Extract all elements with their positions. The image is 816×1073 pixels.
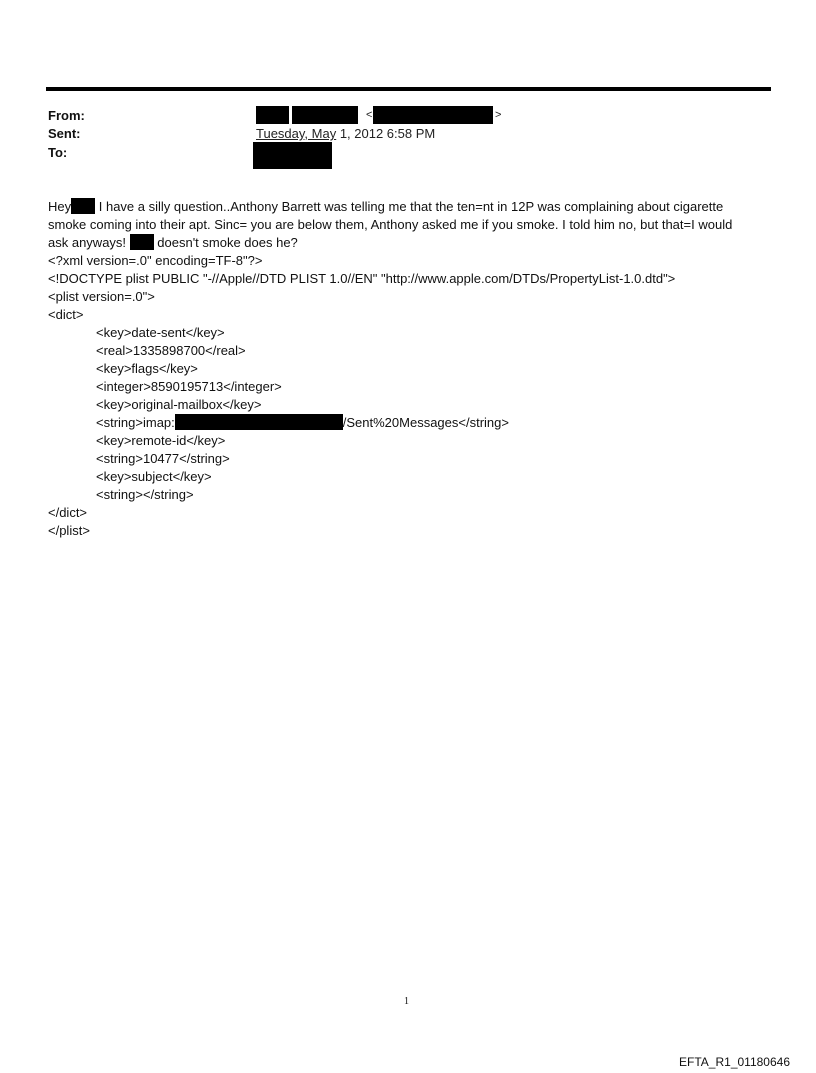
- plist-close: </plist>: [48, 523, 90, 538]
- key-subject: <key>subject</key>: [96, 469, 212, 484]
- key-flags: <key>flags</key>: [96, 361, 198, 376]
- greeting: Hey: [48, 199, 72, 214]
- document-id: EFTA_R1_01180646: [679, 1055, 790, 1069]
- dict-close: </dict>: [48, 505, 88, 520]
- greeting-redaction: [71, 198, 95, 214]
- body-line-3a: ask anyways!: [48, 235, 130, 250]
- string-remote-id: <string>10477</string>: [96, 451, 230, 466]
- key-remote-id: <key>remote-id</key>: [96, 433, 226, 448]
- real-value: <real>1335898700</real>: [96, 343, 246, 358]
- to-label: To:: [48, 145, 68, 160]
- body-line-3b: doesn't smoke does he?: [153, 235, 298, 250]
- body-line-2: smoke coming into their apt. Sinc= you are below them, Anthony asked me if you smoke. I told him no, but that=I would: [48, 217, 733, 232]
- key-original-mailbox: <key>original-mailbox</key>: [96, 397, 262, 412]
- sent-value: [256, 126, 435, 141]
- body-line-3: [48, 234, 298, 252]
- to-redaction: [253, 142, 332, 169]
- sent-value-underlined: Tuesday, May: [256, 126, 337, 141]
- sent-value-rest: 1, 2012 6:58 PM: [336, 126, 436, 141]
- imap-suffix: /Sent%20Messages</string>: [342, 415, 509, 430]
- page-number: 1: [404, 996, 409, 1007]
- integer-value: <integer>8590195713</integer>: [96, 379, 282, 394]
- header-rule: [46, 87, 771, 91]
- xml-declaration: <?xml version=.0" encoding=TF-8"?>: [48, 253, 263, 268]
- from-lt: <: [366, 109, 373, 121]
- string-imap: [96, 414, 509, 432]
- body-line-1: [48, 198, 723, 216]
- imap-prefix: <string>imap:: [96, 415, 175, 430]
- imap-redaction: [175, 414, 343, 430]
- doctype-line: <!DOCTYPE plist PUBLIC "-//Apple//DTD PLIST 1.0//EN" "http://www.apple.com/DTDs/PropertyList-1.0.dtd">: [48, 271, 676, 286]
- name-redaction: [130, 234, 154, 250]
- key-date-sent: <key>date-sent</key>: [96, 325, 225, 340]
- body-line-1-text: I have a silly question..Anthony Barrett was telling me that the ten=nt in 12P was complaining about cigarette: [95, 199, 724, 214]
- dict-open: <dict>: [48, 307, 84, 322]
- from-redaction-email: [373, 106, 493, 124]
- from-gt: >: [495, 109, 502, 121]
- from-redaction-last: [292, 106, 358, 124]
- from-redaction-first: [256, 106, 289, 124]
- sent-label: Sent:: [48, 126, 81, 141]
- plist-open: <plist version=.0">: [48, 289, 155, 304]
- string-subject: <string></string>: [96, 487, 194, 502]
- from-label: From:: [48, 108, 85, 123]
